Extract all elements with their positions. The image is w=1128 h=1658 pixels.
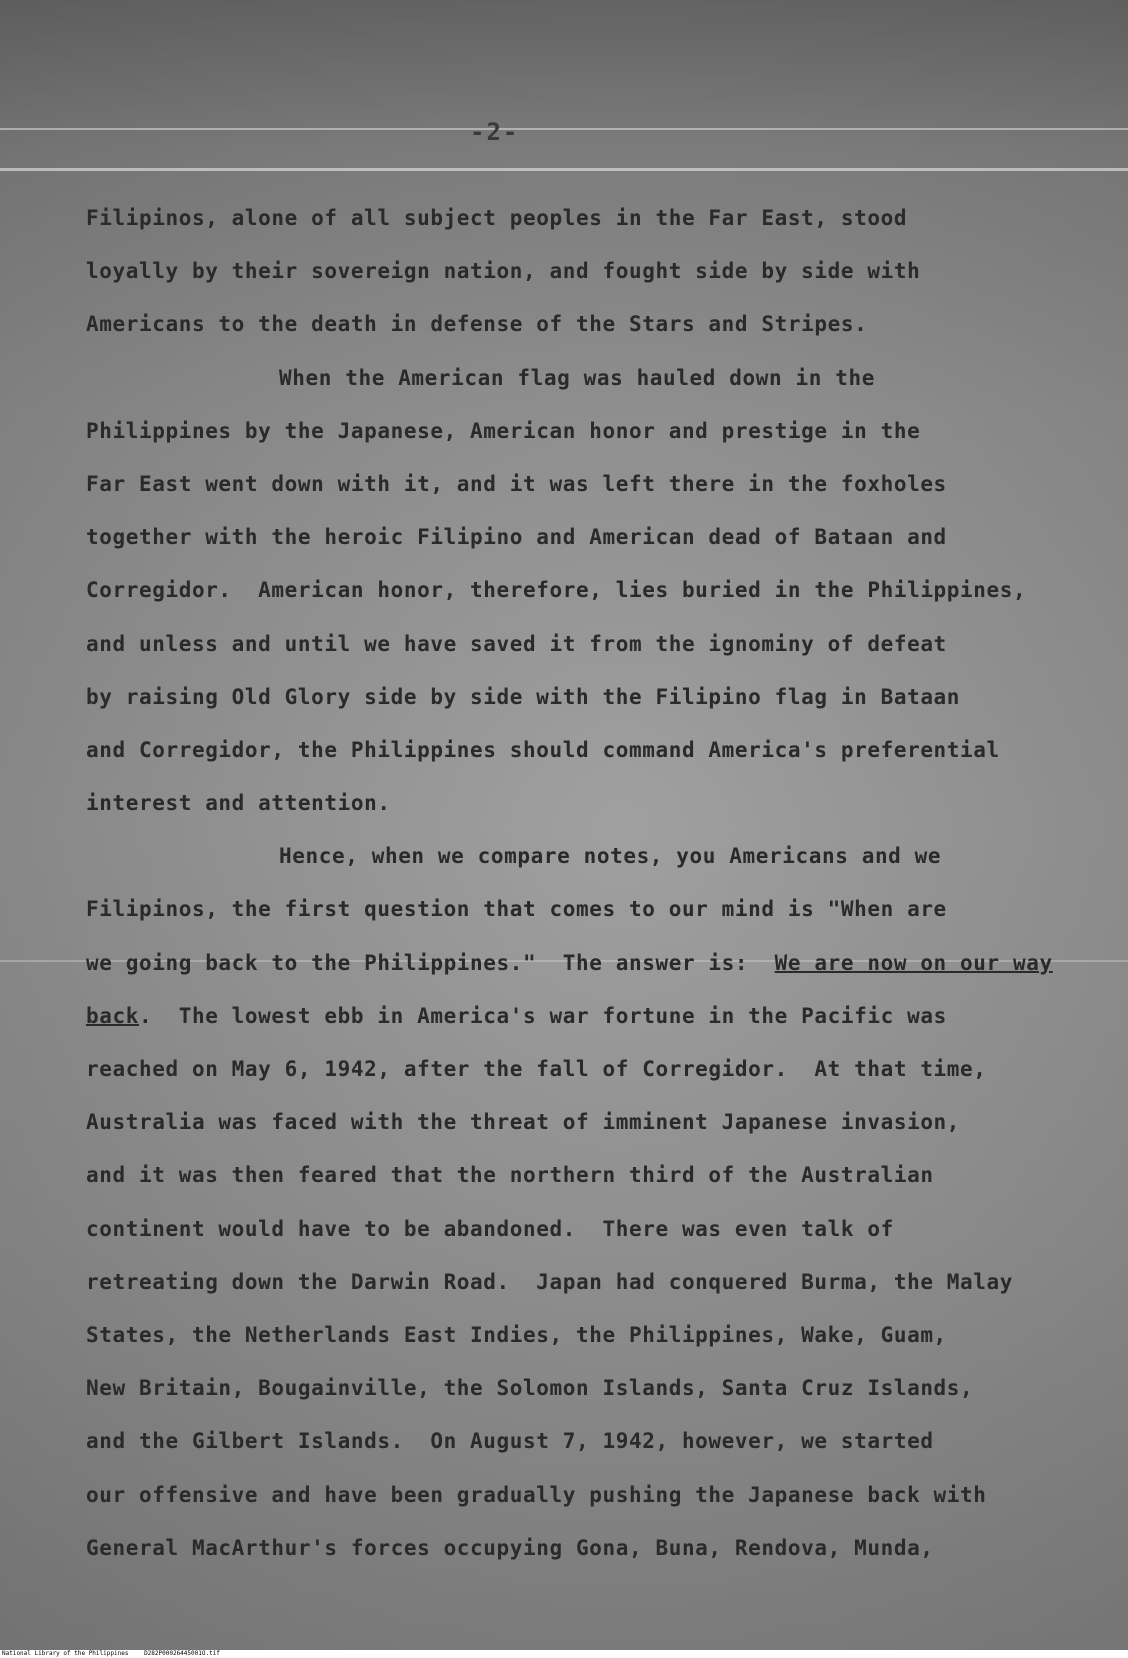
- scan-artifact-line: [0, 128, 1128, 130]
- text-line-content: When the American flag was hauled down in the: [279, 365, 875, 390]
- underlined-phrase: We are now on our way: [774, 950, 1053, 975]
- footer-filename: D282P00026445001O.tif: [144, 1650, 220, 1657]
- text-line-content: continent would have to be abandoned. There was even talk of: [86, 1216, 894, 1241]
- text-line-content: interest and attention.: [86, 791, 391, 816]
- text-line: [86, 1043, 1086, 1096]
- text-line: [86, 564, 1086, 617]
- scan-footer: [0, 1650, 1128, 1658]
- text-line: [86, 830, 1086, 883]
- text-line: [86, 1522, 1086, 1575]
- text-line: [86, 937, 1086, 990]
- text-line: [86, 1309, 1086, 1362]
- text-line-content: our offensive and have been gradually pushing the Japanese back with: [86, 1482, 987, 1507]
- text-line-content: General MacArthur's forces occupying Gona, Buna, Rendova, Munda,: [86, 1535, 934, 1560]
- page-number: -2-: [470, 118, 520, 146]
- text-line-content: retreating down the Darwin Road. Japan had conquered Burma, the Malay: [86, 1269, 1014, 1294]
- text-line-content: Australia was faced with the threat of imminent Japanese invasion,: [86, 1110, 961, 1135]
- text-line: [86, 192, 1086, 245]
- text-line: [86, 883, 1086, 936]
- text-line: [86, 1415, 1086, 1468]
- text-line: [86, 1469, 1086, 1522]
- text-line: [86, 1149, 1086, 1202]
- text-line: [86, 352, 1086, 405]
- text-line-content: and unless and until we have saved it from the ignominy of defeat: [86, 631, 947, 656]
- text-line-content: New Britain, Bougainville, the Solomon Islands, Santa Cruz Islands,: [86, 1376, 974, 1401]
- text-line: [86, 511, 1086, 564]
- text-line: [86, 1203, 1086, 1256]
- text-line-content: Filipinos, alone of all subject peoples in the Far East, stood: [86, 206, 908, 230]
- document-body: [86, 192, 1086, 1575]
- underlined-phrase: back: [86, 1003, 139, 1028]
- text-line-content: loyally by their sovereign nation, and fought side by side with: [86, 259, 921, 284]
- text-line-content: Philippines by the Japanese, American honor and prestige in the: [86, 418, 921, 443]
- text-line: [86, 1256, 1086, 1309]
- text-line-content: by raising Old Glory side by side with the Filipino flag in Bataan: [86, 684, 961, 709]
- text-line-content: Far East went down with it, and it was left there in the foxholes: [86, 471, 947, 496]
- text-line-content: States, the Netherlands East Indies, the Philippines, Wake, Guam,: [86, 1322, 947, 1347]
- text-line-content: Hence, when we compare notes, you Americans and we: [279, 844, 942, 869]
- text-line-content: reached on May 6, 1942, after the fall of Corregidor. At that time,: [86, 1057, 987, 1081]
- text-line: [86, 724, 1086, 777]
- text-line-content: Filipinos, the first question that comes to our mind is "When are: [86, 897, 947, 922]
- text-line: [86, 777, 1086, 830]
- text-line-continuation: . The lowest ebb in America's war fortune in the Pacific was: [138, 1003, 947, 1028]
- text-line: [86, 671, 1086, 724]
- footer-library: National Library of the Philippines: [2, 1650, 129, 1657]
- text-line-content: and the Gilbert Islands. On August 7, 1942, however, we started: [86, 1429, 934, 1454]
- text-line: [86, 245, 1086, 298]
- text-line: [86, 618, 1086, 671]
- scan-artifact-line: [0, 168, 1128, 171]
- text-line-content: and it was then feared that the northern third of the Australian: [86, 1163, 934, 1188]
- text-line: [86, 405, 1086, 458]
- text-line: [86, 1362, 1086, 1415]
- text-line-content: Corregidor. American honor, therefore, lies buried in the Philippines,: [86, 578, 1027, 603]
- text-line-content: we going back to the Philippines." The answer is:: [86, 950, 775, 975]
- text-line: [86, 458, 1086, 511]
- text-line: [86, 990, 1086, 1043]
- text-line: [86, 298, 1086, 351]
- text-line-content: Americans to the death in defense of the Stars and Stripes.: [86, 312, 868, 337]
- text-line: [86, 1096, 1086, 1149]
- text-line-content: and Corregidor, the Philippines should command America's preferential: [86, 737, 1000, 762]
- text-line-content: together with the heroic Filipino and American dead of Bataan and: [86, 525, 947, 550]
